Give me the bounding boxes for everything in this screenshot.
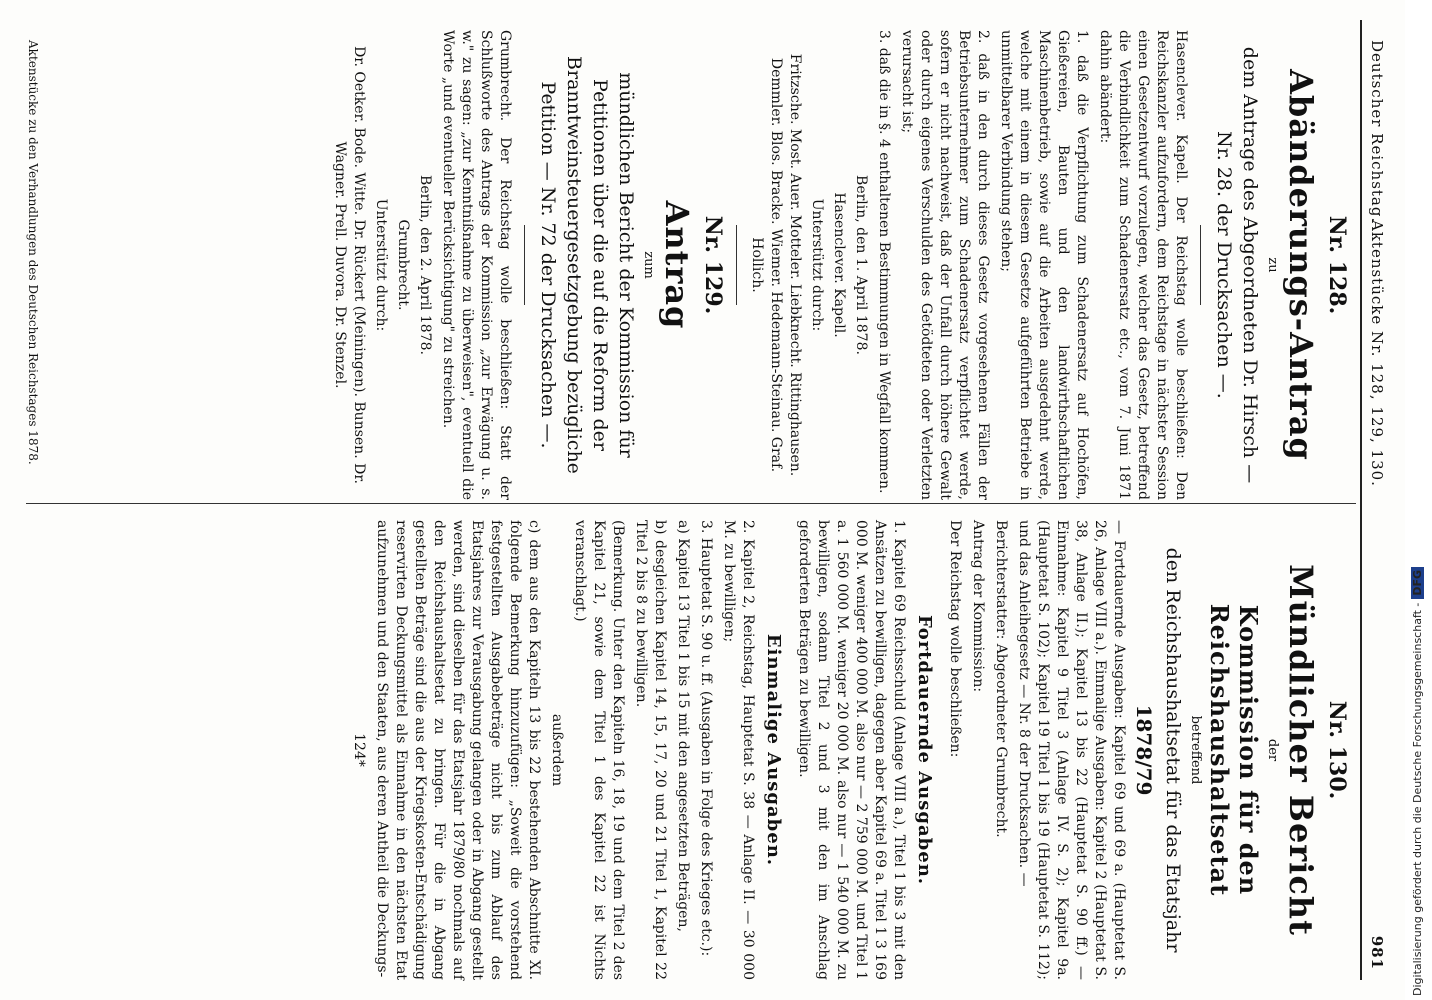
page-number: 981 — [1368, 935, 1386, 970]
title-130-a: Mündlicher Bericht — [1282, 564, 1320, 936]
zum-label: zum — [641, 251, 656, 279]
antrag-label: Antrag der Kommission: — [970, 520, 986, 693]
supporters-128: Fritzsche. Most. Auer. Motteler. Liebknecht. Rittinghausen. Demmler. Blos. Bracke. Wiemer. Hedemann-Steinau. Graf. Hollich. — [749, 53, 803, 477]
separator — [1200, 225, 1201, 305]
support-label-129: Unterstützt durch: — [373, 198, 389, 332]
title-129: Antrag — [658, 200, 696, 330]
nr-129-heading: Nr. 129. — [700, 215, 726, 315]
signature-mark: 124* — [351, 733, 367, 767]
item-1: 1. Kapitel 69 Reichsschuld (Anlage VIII a.), Titel 1 bis 3 mit den Ansätzen zu bewilligen, dagegen aber Kapitel 69 a. Titel 1 3 169 000 M. weniger 400 000 M. also nur — 2 759 000 M. und Titel 1 a. 1 560 000 M. weniger 20 000 M. also nur — 1 540 000 M. zu bewilligen, sodann Titel 2 und 3 mit den im Anschlag geforderten Beträgen zu bewilligen. — [796, 520, 907, 980]
section-one-time: Einmalige Ausgaben. — [763, 633, 784, 867]
resolve-label: Der Reichstag wolle beschließen: — [947, 520, 963, 758]
item-3: 3. Hauptetat S. 90 u. ff. (Ausgaben in Folge des Krieges etc.): — [698, 520, 714, 957]
der-label: der — [1265, 738, 1280, 762]
signer-129: Grumbrecht. — [395, 219, 411, 311]
betreffend-label: betreffend — [1188, 715, 1203, 785]
date-128: Berlin, den 1. April 1878. — [853, 175, 869, 355]
signers-128: Hasenclever. Kapell. — [831, 192, 847, 338]
column-divider — [26, 503, 1356, 504]
para-128-1: 1. daß die Verpflichtung zum Schadenersatz auf Hochöfen, Gießereien, Bauten und den landwirthschaftlichen Maschinenbetrieb, sowie auf die Arbeiten ausgedehnt werde, welche mit einem in diesem Gesetze aufgeführten Betriebe in unmittelbarer Verbindung stehen; — [998, 30, 1090, 500]
separator — [736, 225, 737, 305]
para-128-2: 2. daß in den durch dieses Gesetz vorgesehenen Fällen der Betriebsunternehmer zum Schadenersatz verpflichtet werde, sofern er nicht nachweist, daß der Unfall durch höhere Gewalt oder durch eigenes Verschulden des Getödteten oder Verletzten verursacht ist; — [899, 30, 991, 500]
subtitle-129: mündlichen Bericht der Kommission für Petitionen über die auf die Reform der Branntweinsteuergesetzgebung bezügliche Petition — Nr. 72 der Drucksachen —. — [537, 56, 637, 474]
para-130-intro: — Fortdauernde Ausgaben: Kapitel 69 und 69 a. (Hauptetat S. 26, Anlage VIII a.). Einmalige Ausgaben: Kapitel 2 (Hauptetat S. 38, Anlage II.); Kapitel 13 bis 22 (Hauptetat S. 90 ff.) — Einnahme: Kapitel 9 Titel 3 (Anlage IV. S. 2); Kapitel 9a. (Hauptetat S. 102); Kapitel 19 Titel 1 bis 19 (Hauptetat S. 112); und das Anleihegesetz — Nr. 8 der Drucksachen. — — [1016, 520, 1127, 980]
right-column — [346, 520, 1356, 980]
item-3b: b) desgleichen Kapitel 14, 15, 17, 20 und 21 Titel 1, Kapitel 22 Titel 2 bis 8 zu bewilligen. — [633, 520, 668, 980]
header-rule — [1360, 20, 1362, 980]
date-129: Berlin, den 2. April 1878. — [417, 175, 433, 355]
separator — [524, 225, 525, 305]
item-3a: a) Kapitel 13 Titel 1 bis 15 mit den angesetzten Beträgen, — [675, 520, 691, 932]
supporters-129: Dr. Oetker. Bode. Witte. Dr. Rückert (Meiningen). Bunsen. Dr. Wagner. Prell. Duvora. Dr. Stenzel. — [332, 46, 367, 484]
left-column — [327, 30, 1356, 500]
para-128-3: 3. daß die in §. 4 enthaltenen Bestimmungen in Wegfall kommen. — [876, 30, 892, 494]
header-title: Aktenstücke Nr. 128, 129, 130. — [1368, 220, 1386, 487]
fiscal-year: 1878/79 — [1132, 704, 1156, 796]
item-3b-note: (Bemerkung. Unter den Kapiteln 16, 18, 19 und dem Titel 2 des Kapitel 21, sowie dem Titel 1 des Kapitel 22 ist Nichts veranschlagt.) — [572, 520, 626, 980]
title-130-b: Kommission für den Reichshaushaltsetat — [1205, 603, 1263, 897]
ausserdem-label: außerdem — [549, 713, 565, 787]
footer-left: Aktenstücke zu den Verhandlungen des Deutschen Reichstages 1878. — [26, 40, 40, 465]
subtitle-130: den Reichshaushaltsetat für das Etatsjahr — [1162, 547, 1184, 953]
reporter: Berichterstatter: Abgeordneter Grumbrecht. — [993, 520, 1009, 838]
digitization-note — [1405, 0, 1432, 1000]
item-3c: c) dem aus den Kapiteln 13 bis 22 bestehenden Abschnitte XI. folgende Bemerkung hinzuzufügen: „Soweit die vorstehend festgestellten Ausgabebeträge nicht bis zum Ablauf des Etatsjahres zur Verausgabung gelangen oder in Abgang gestellt werden, sind dieselben für das Etatsjahr 1879/80 nochmals auf den Reichshaushaltsetat zu bringen. Für die in Abgang gestellten Beträge sind die aus der Kriegskosten-Entschädigung reservirten Deckungsmittel als Einnahme in den nächsten Etat aufzunehmen und den Staaten, aus deren Antheil die Deckungs- — [374, 520, 542, 980]
header-left: Deutscher Reichstag. — [1368, 40, 1386, 224]
dfg-logo: DFG — [1411, 567, 1424, 599]
support-label-128: Unterstützt durch: — [809, 198, 825, 332]
title-128: Abänderungs-Antrag — [1282, 69, 1320, 461]
digitization-text-wrap — [1411, 567, 1424, 996]
running-header — [1364, 20, 1390, 980]
zu-label: zu — [1265, 257, 1280, 273]
item-2: 2. Kapitel 2, Reichstag, Hauptetat S. 38 — Anlage II. — 30 000 M. zu bewilligen; — [721, 520, 756, 980]
section-recurring: Fortdauernde Ausgaben. — [914, 614, 935, 886]
digitization-text: Digitalisierung gefördert durch die Deutsche Forschungsgemeinschaft - — [1411, 602, 1424, 996]
subtitle-128: dem Antrage des Abgeordneten Dr. Hirsch — Nr. 28. der Drucksachen —. — [1213, 46, 1261, 484]
nr-130-heading: Nr. 130. — [1324, 700, 1350, 800]
nr-128-heading: Nr. 128. — [1324, 215, 1350, 315]
para-129: Grumbrecht. Der Reichstag wolle beschließen: Statt der Schlußworte des Antrags der Kommission „zur Erwägung u. s. w." zu sagen: „zur Kenntnißnahme zu überweisen", eventuell die Worte „und eventueller Berücksichtigung" zu streichen. — [440, 30, 513, 500]
para-128-intro: Hasenclever. Kapell. Der Reichstag wolle beschließen: Den Reichskanzler aufzufordern, dem Reichstage in nächster Session einen Gesetzentwurf vorzulegen, welcher das Gesetz, betreffend die Verbindlichkeit zum Schadenersatz etc., vom 7. Juni 1871 dahin abändert: — [1097, 30, 1189, 500]
